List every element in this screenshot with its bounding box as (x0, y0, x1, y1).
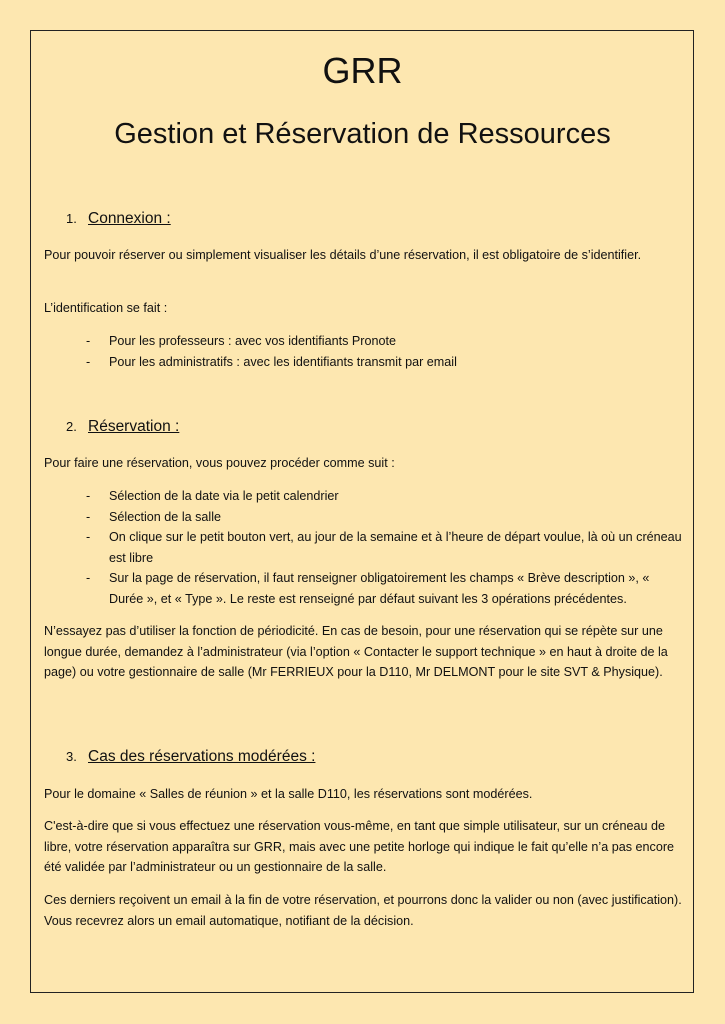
bullet-dash: - (86, 489, 91, 503)
paragraph: Pour pouvoir réserver ou simplement visualiser les détails d’une réservation, il est obligatoire de s’identifier. (44, 248, 642, 262)
paragraph: Pour faire une réservation, vous pouvez procéder comme suit : (44, 456, 395, 470)
section-heading-reservation (66, 418, 179, 436)
bullet-dash: - (86, 334, 91, 348)
section-heading-connexion (66, 210, 171, 228)
list-item-text: Pour les administratifs : avec les identifiants transmit par email (109, 354, 457, 369)
list-item-text: Pour les professeurs : avec vos identifiants Pronote (109, 334, 397, 348)
paragraph: Ces derniers reçoivent un email à la fin de votre réservation, et pourrons donc la valider ou non (avec justification). Vous recevrez alors un email automatique, notifiant de la décision. (44, 893, 682, 928)
section-number: 3. (66, 749, 77, 764)
list-item (86, 507, 686, 528)
list-item (86, 568, 686, 609)
section-title: Connexion : (88, 210, 171, 227)
bullet-dash: - (86, 509, 91, 524)
bullet-list (86, 486, 686, 609)
section-number: 2. (66, 419, 77, 434)
bullet-dash: - (86, 530, 91, 544)
section-heading-moderation (66, 748, 315, 766)
paragraph: N’essayez pas d’utiliser la fonction de périodicité. En cas de besoin, pour une réservation qui se répète sur une longue durée, demandez à l’administrateur (via l’option « Contacter le support technique » en haut à droite de la page) ou votre gestionnaire de salle (Mr FERRIEUX pour la D110, Mr DELMONT pour le site SVT & Physique). (44, 624, 668, 679)
list-item-text: On clique sur le petit bouton vert, au jour de la semaine et à l’heure de départ voulue, là où un créneau est libre (109, 530, 682, 565)
paragraph: C'est-à-dire que si vous effectuez une réservation vous-même, en tant que simple utilisateur, sur un créneau de libre, votre réservation apparaîtra sur GRR, mais avec une petite horloge qui indique le fait qu’elle n’a pas encore été validée par l’administrateur ou un gestionnaire de la salle. (44, 819, 675, 874)
list-item (86, 331, 686, 352)
document-title: GRR (322, 50, 403, 91)
section-number: 1. (66, 211, 77, 226)
list-item (86, 527, 686, 568)
paragraph: Pour le domaine « Salles de réunion » et la salle D110, les réservations sont modérées. (44, 787, 533, 801)
bullet-dash: - (86, 354, 91, 369)
list-item (86, 486, 686, 507)
bullet-dash: - (86, 571, 91, 585)
list-item-text: Sur la page de réservation, il faut renseigner obligatoirement les champs « Brève description », « Durée », et « Type ». Le reste est renseigné par défaut suivant les 3 opérations précédentes. (109, 571, 650, 606)
list-item (86, 352, 686, 373)
document-subtitle: Gestion et Réservation de Ressources (114, 118, 611, 150)
paragraph: L’identification se fait : (44, 301, 168, 315)
bullet-list (86, 331, 686, 372)
list-item-text: Sélection de la date via le petit calendrier (109, 489, 339, 503)
section-title: Cas des réservations modérées : (88, 748, 316, 765)
section-title: Réservation : (88, 418, 180, 435)
list-item-text: Sélection de la salle (109, 509, 222, 524)
